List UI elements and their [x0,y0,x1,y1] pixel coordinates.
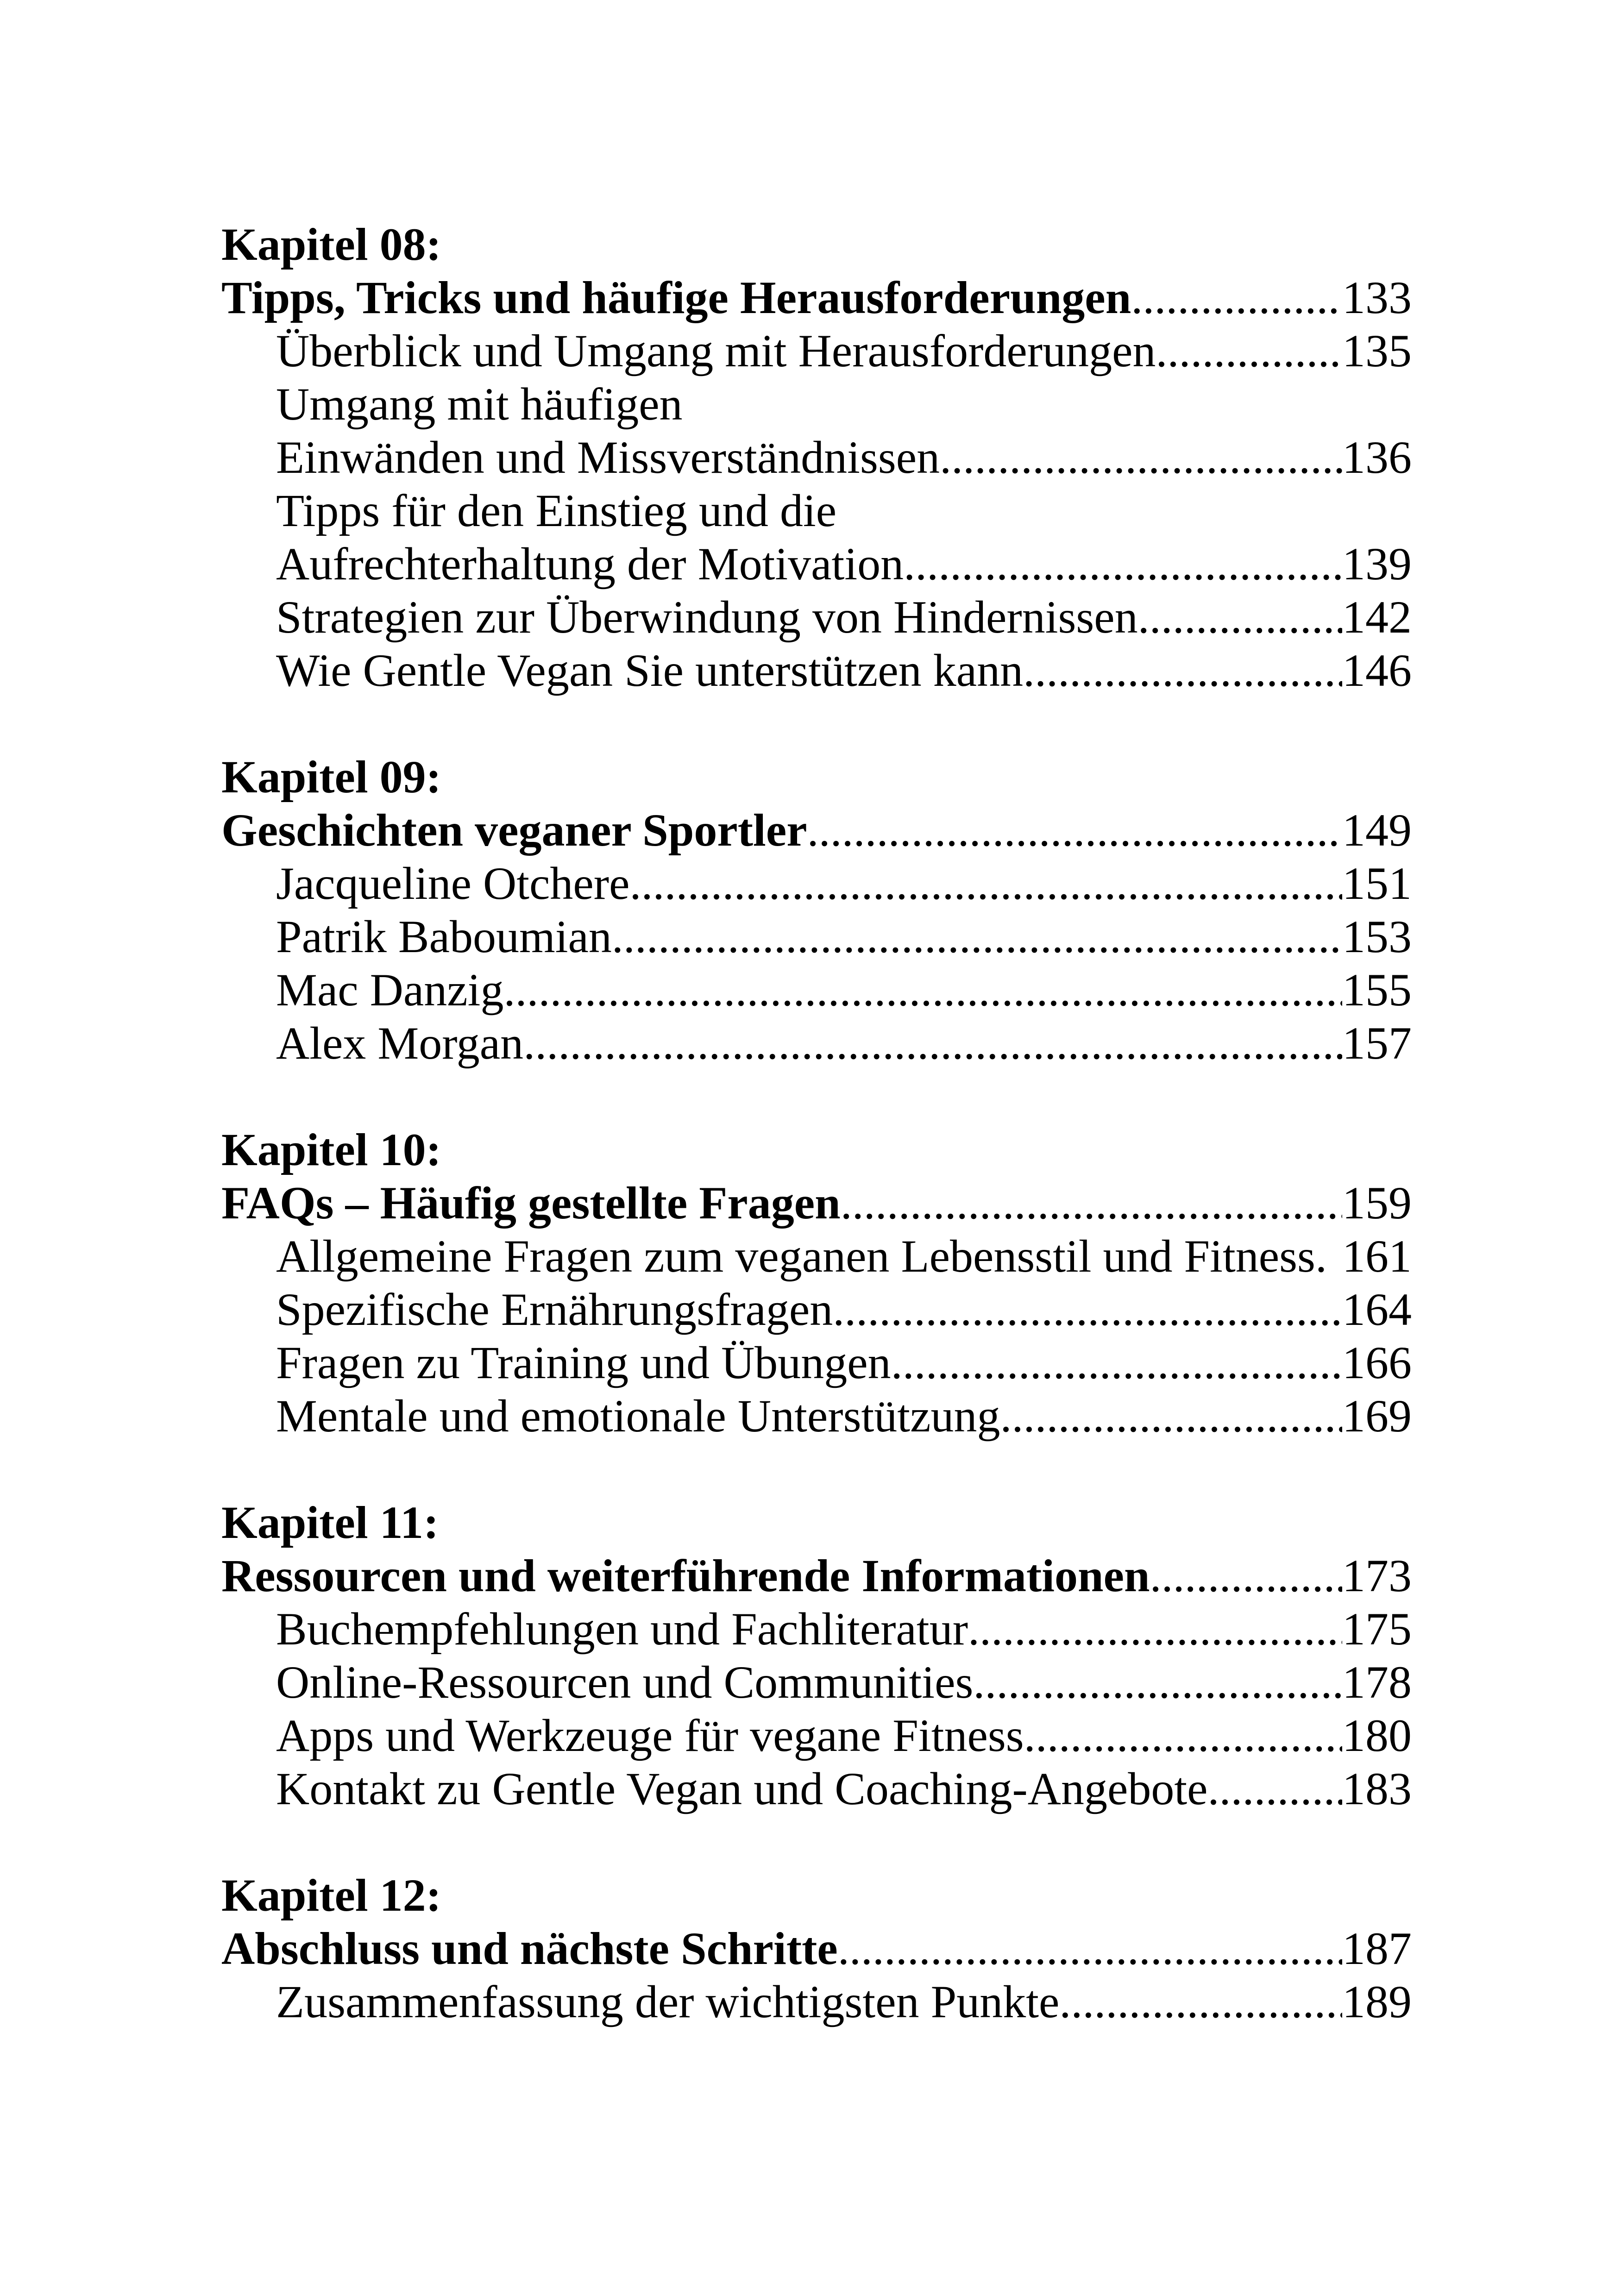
leader-dots [1059,1975,1342,2028]
chapter-label: Kapitel 12: [221,1869,441,1921]
section-title: Buchempfehlungen und Fachliteratur [276,1603,968,1655]
leader-dots [807,803,1342,857]
section-title: Fragen zu Training und Übungen [276,1337,891,1388]
toc-entry[interactable] [221,857,1412,910]
toc-entry[interactable] [221,910,1412,963]
page-number: 183 [1342,1763,1412,1814]
toc-entry[interactable] [221,1283,1412,1336]
chapter-09 [221,750,1412,1070]
leader-dots [841,1176,1342,1230]
page-number: 133 [1342,272,1412,323]
chapter-label: Kapitel 11: [221,1497,439,1548]
leader-dots [1150,1549,1342,1602]
section-title: Überblick und Umgang mit Herausforderungen [276,325,1156,376]
leader-dots [1208,1762,1342,1815]
page-number: 169 [1342,1390,1412,1442]
chapter-title: Geschichten veganer Sportler [221,804,807,856]
chapter-08 [221,218,1412,697]
table-of-contents [221,218,1412,2082]
toc-entry[interactable] [221,1975,1412,2028]
page-number: 180 [1342,1710,1412,1761]
leader-dots [1138,590,1342,644]
page-number: 151 [1342,858,1412,909]
leader-dots [1024,1709,1342,1762]
leader-dots [838,1922,1342,1975]
toc-entry[interactable] [221,1602,1412,1656]
leader-dots [503,963,1342,1016]
section-title: Mac Danzig [276,964,504,1016]
section-title: Aufrechterhaltung der Motivation [276,538,904,590]
chapter-label: Kapitel 09: [221,751,441,803]
section-title: Jacqueline Otchere [276,858,630,909]
chapter-title-row[interactable] [221,1549,1412,1602]
leader-dots [891,1336,1342,1389]
section-title: Spezifische Ernährungsfragen [276,1284,833,1335]
section-title: Alex Morgan [276,1017,524,1069]
page-number: 178 [1342,1656,1412,1708]
page-number: 187 [1342,1923,1412,1974]
leader-dots [1023,644,1342,697]
page-number: 166 [1342,1337,1412,1388]
chapter-10 [221,1123,1412,1443]
leader-dots [1000,1389,1342,1443]
leader-dots [940,431,1342,484]
leader-dots [629,857,1342,910]
chapter-title-row[interactable] [221,1922,1412,1975]
page-number: 146 [1342,645,1412,696]
page-number: 173 [1342,1550,1412,1601]
page-number: 161 [1342,1230,1412,1282]
toc-entry[interactable] [221,1762,1412,1815]
toc-entry[interactable] [221,537,1412,590]
toc-entry[interactable] [221,1709,1412,1762]
page-number: 189 [1342,1976,1412,2027]
toc-entry[interactable] [221,1336,1412,1389]
section-title: Kontakt zu Gentle Vegan und Coaching-Angebote [276,1763,1208,1814]
page-number: 142 [1342,591,1412,643]
page-number: 155 [1342,964,1412,1016]
chapter-label: Kapitel 10: [221,1124,441,1175]
leader-dots [612,910,1342,963]
page-number: 175 [1342,1603,1412,1655]
section-title: Mentale und emotionale Unterstützung [276,1390,1000,1442]
section-title: Strategien zur Überwindung von Hindernissen [276,591,1138,643]
chapter-12 [221,1869,1412,2028]
chapter-label: Kapitel 08: [221,219,441,270]
toc-entry[interactable] [221,1230,1412,1283]
toc-entry[interactable] [221,1389,1412,1443]
chapter-title: Abschluss und nächste Schritte [221,1923,838,1974]
chapter-title-row[interactable] [221,803,1412,857]
chapter-title-row[interactable] [221,1176,1412,1230]
page-number: 135 [1342,325,1412,376]
section-title-line1: Tipps für den Einstieg und die [276,485,837,536]
section-title: Zusammenfassung der wichtigsten Punkte [276,1976,1060,2027]
leader-dots [523,1016,1342,1070]
page-number: 139 [1342,538,1412,590]
page-number: 157 [1342,1017,1412,1069]
section-title: Wie Gentle Vegan Sie unterstützen kann [276,645,1024,696]
page-number: 153 [1342,911,1412,962]
toc-entry[interactable] [221,431,1412,484]
chapter-title: FAQs – Häufig gestellte Fragen [221,1177,841,1229]
section-title: Patrik Baboumian [276,911,612,962]
page-number: 149 [1342,804,1412,856]
leader-dots [1156,324,1342,377]
toc-entry[interactable] [221,324,1412,377]
chapter-11 [221,1496,1412,1815]
section-title: Apps und Werkzeuge für vegane Fitness [276,1710,1024,1761]
section-title: Allgemeine Fragen zum veganen Lebensstil und Fitness. [276,1230,1327,1282]
chapter-title-row[interactable] [221,271,1412,324]
leader-dots [973,1656,1342,1709]
page-number: 159 [1342,1177,1412,1229]
chapter-title: Tipps, Tricks und häufige Herausforderungen [221,272,1131,323]
toc-entry[interactable] [221,963,1412,1016]
section-title-line1: Umgang mit häufigen [276,378,683,430]
section-title: Einwänden und Missverständnissen [276,432,940,483]
leader-dots [904,537,1342,590]
page-number: 136 [1342,432,1412,483]
chapter-title: Ressourcen und weiterführende Informationen [221,1550,1150,1601]
section-title: Online-Ressourcen und Communities [276,1656,974,1708]
page-number: 164 [1342,1284,1412,1335]
toc-entry[interactable] [221,1016,1412,1070]
leader-dots [833,1283,1342,1336]
toc-entry[interactable] [221,1656,1412,1709]
toc-entry[interactable] [221,644,1412,697]
toc-entry[interactable] [221,590,1412,644]
leader-dots [1131,271,1342,324]
leader-dots [968,1602,1342,1656]
